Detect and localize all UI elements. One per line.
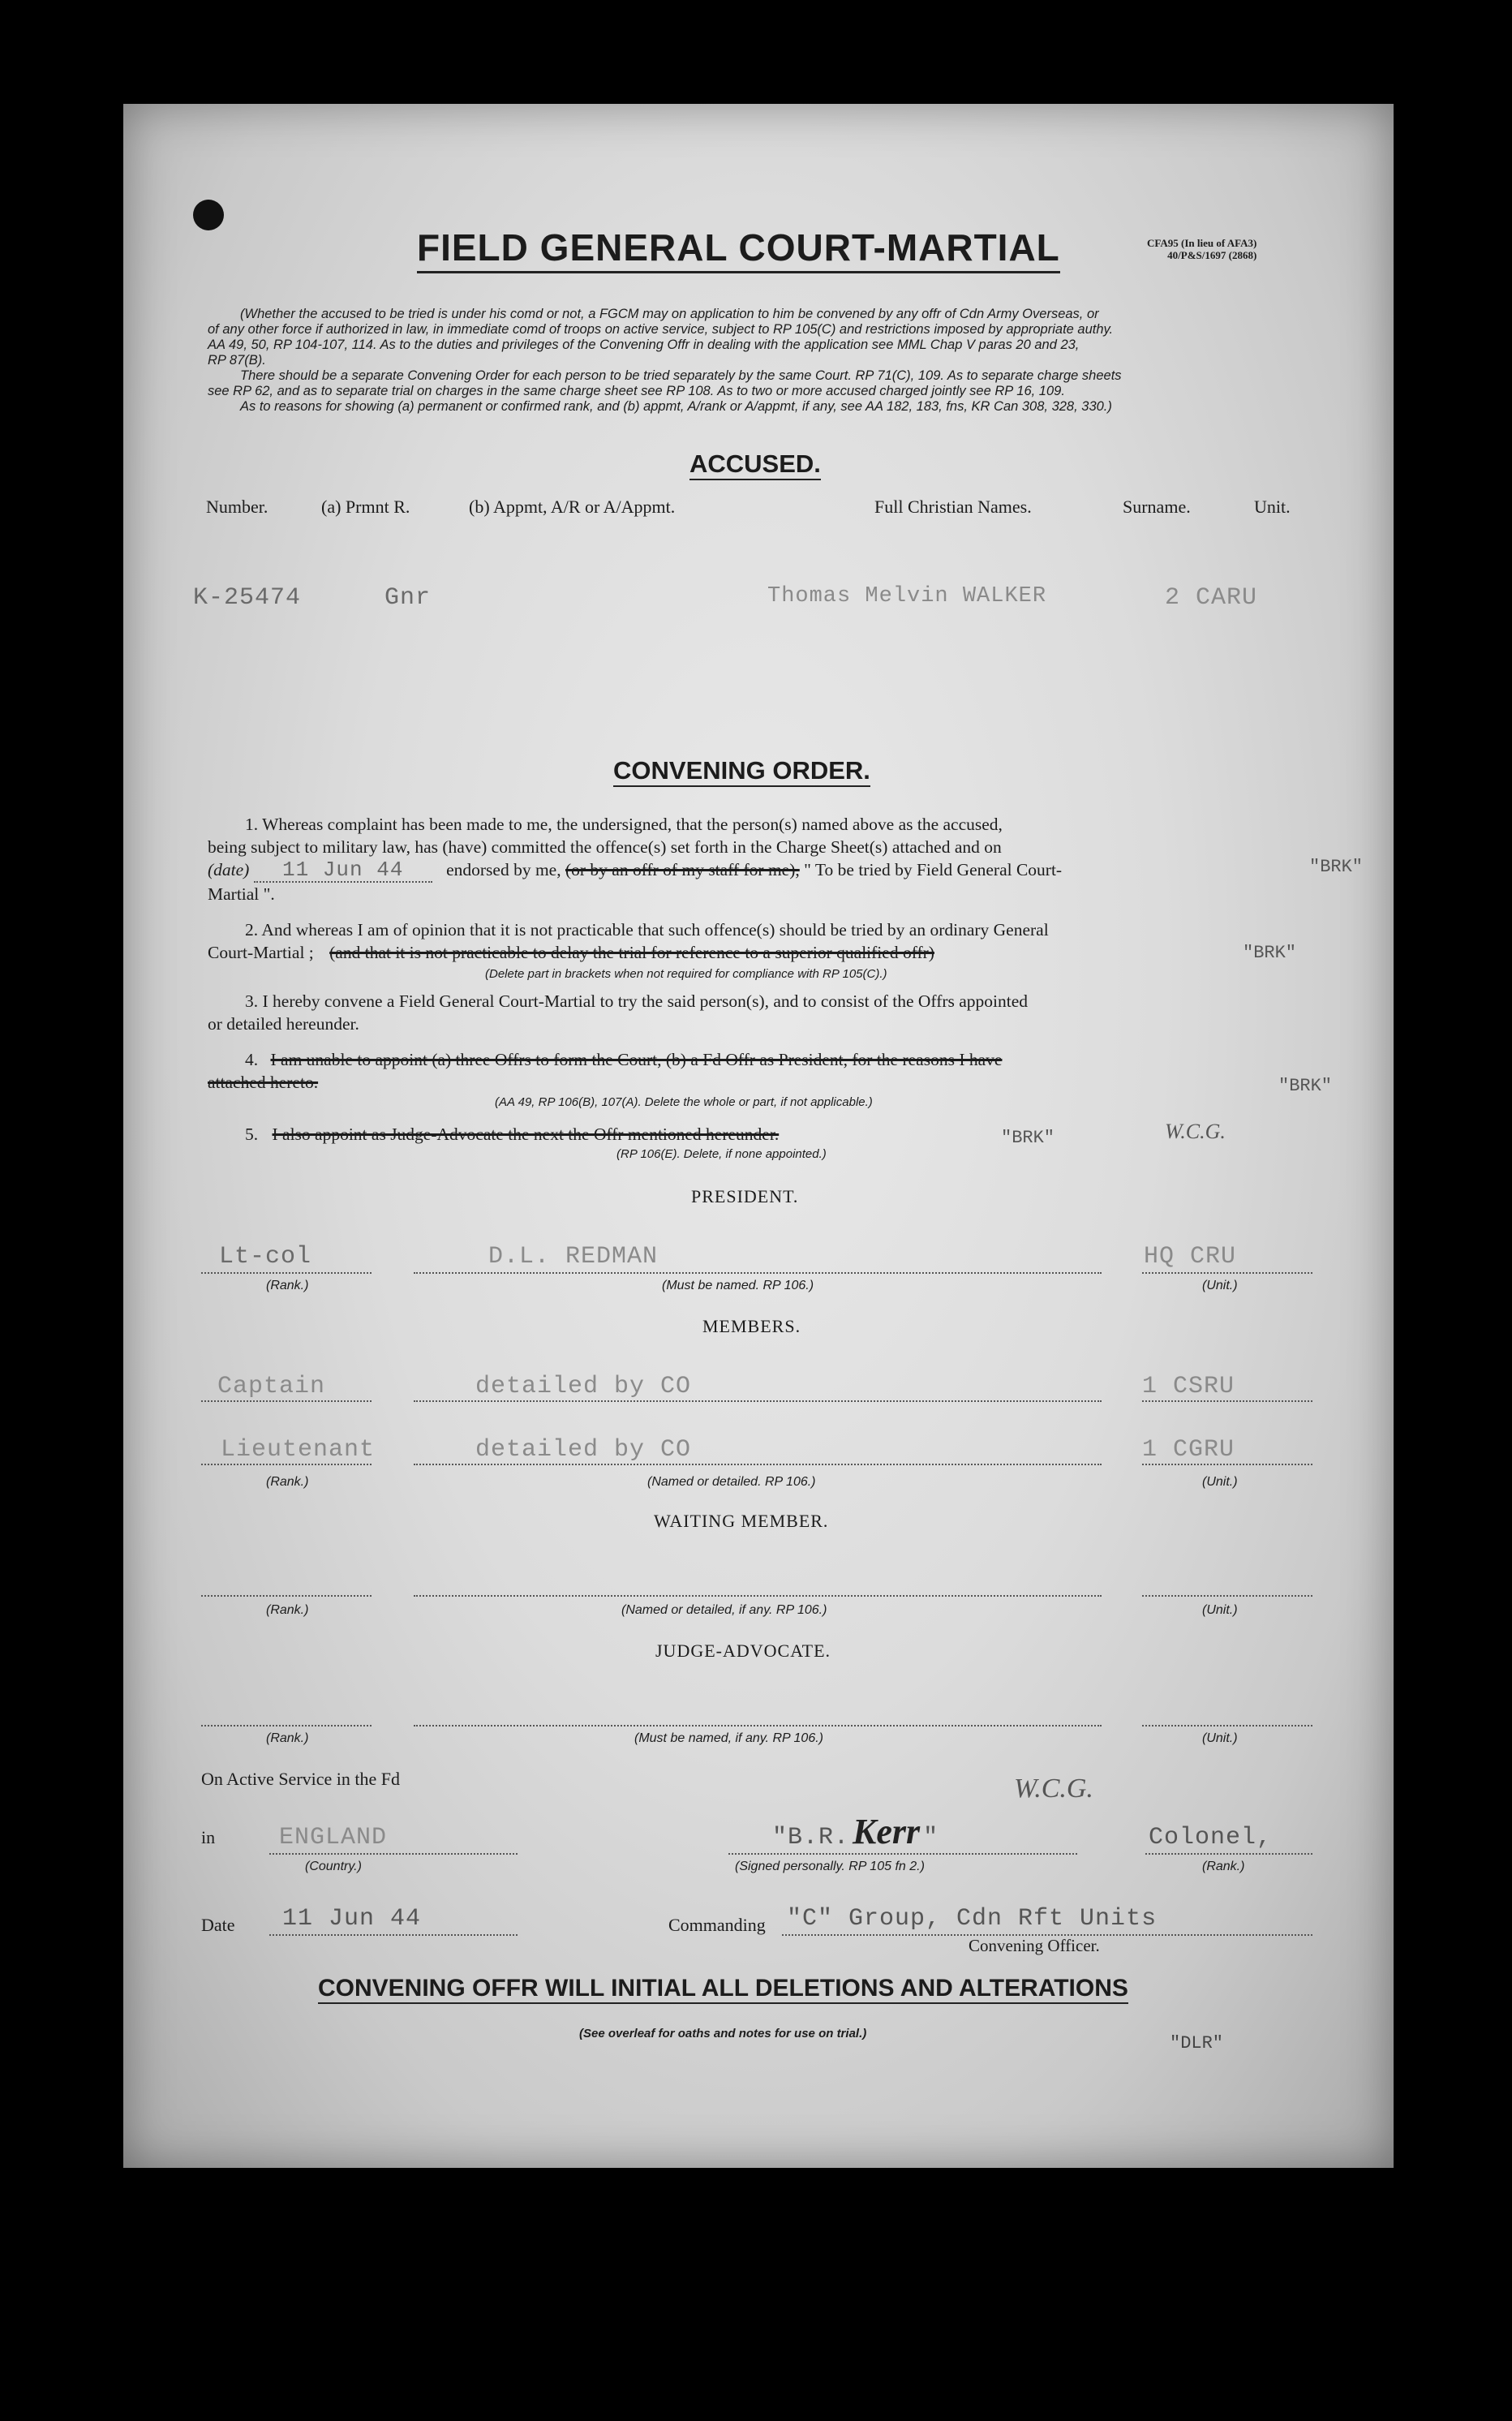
- judge-cap-rank: (Rank.): [266, 1731, 309, 1745]
- waiting-member-heading: WAITING MEMBER.: [654, 1511, 829, 1531]
- order-date: 11 Jun 44: [282, 1905, 422, 1933]
- paragraph-5: 5. I also appoint as Judge-Advocate the next the Offr mentioned hereunder.: [245, 1124, 780, 1144]
- form-number: CFA95 (In lieu of AFA3) 40/P&S/1697 (2868): [1147, 237, 1257, 261]
- member-unit: 1 CSRU: [1142, 1373, 1235, 1400]
- member-name: detailed by CO: [475, 1436, 692, 1464]
- date-label: Date: [201, 1915, 235, 1935]
- paragraph-1: 1. Whereas complaint has been made to me, the undersigned, that the person(s) named above as the accused, being subject to military law, has (have) committed the offence(s) set forth in the Charge Sheet(s) attached and on (date) 11 Jun 44 endorsed by me, (or by an offr of my staff for me), " To be tried by Field General Court- Martial ".: [208, 815, 1063, 904]
- complaint-date: 11 Jun 44: [254, 858, 432, 883]
- president-heading: PRESIDENT.: [691, 1186, 799, 1206]
- country: ENGLAND: [279, 1824, 388, 1851]
- signature: Kerr: [853, 1812, 921, 1851]
- col-appmt: (b) Appmt, A/R or A/Appmt.: [469, 497, 676, 517]
- in-label: in: [201, 1827, 216, 1847]
- convening-instruction: CONVENING OFFR WILL INITIAL ALL DELETIONS AND ALTERATIONS: [318, 1975, 1128, 2004]
- convening-rank: Colonel,: [1149, 1824, 1273, 1851]
- initials-brk-4: "BRK": [1001, 1128, 1055, 1148]
- president-cap-unit: (Unit.): [1202, 1279, 1238, 1292]
- initials-brk-2: "BRK": [1243, 943, 1297, 963]
- president-rank: Lt-col: [219, 1243, 312, 1271]
- instructions: (Whether the accused to be tried is under his comd or not, a FGCM may on application to him be convened by any offr of Cdn Army Overseas, or of any other force if authorized in law, in immediate comd of troops on active service, subject to RP 105(C) and restrictions imposed by appropriate authy. AA 49, 50, RP 104-107, 114. As to the duties and privileges of the Convening Offr in dealing with the application see MML Chap V paras 20 and 23, RP 87(B). There should be a separate Convening Order for each person to be tried separately by the same Court. RP 71(C), 109. As to separate charge sheets see RP 62, and as to separate trial on charges in the same charge sheet see RP 108. As to two or more accused charged jointly see RP 16, 109. As to reasons for showing (a) permanent or confirmed rank, and (b) appmt, A/rank or A/appmt, if any, see AA 182, 183, fns, KR Can 308, 328, 330.): [208, 307, 1122, 414]
- judge-cap-unit: (Unit.): [1202, 1731, 1238, 1745]
- waiting-cap-name: (Named or detailed, if any. RP 106.): [621, 1603, 827, 1617]
- president-cap-rank: (Rank.): [266, 1279, 309, 1292]
- form-title: FIELD GENERAL COURT-MARTIAL: [417, 226, 1060, 273]
- paragraph-2-note: (Delete part in brackets when not required for compliance with RP 105(C).): [485, 967, 887, 981]
- initials-brk-3: "BRK": [1278, 1076, 1333, 1096]
- members-heading: MEMBERS.: [702, 1316, 801, 1336]
- commanding-label: Commanding: [668, 1915, 766, 1935]
- see-overleaf-note: (See overleaf for oaths and notes for use on trial.): [579, 2027, 867, 2040]
- members-cap-unit: (Unit.): [1202, 1475, 1238, 1489]
- initials-wcg: W.C.G.: [1165, 1120, 1226, 1143]
- paragraph-5-note: (RP 106(E). Delete, if none appointed.): [616, 1147, 827, 1161]
- censor-initials: "DLR": [1170, 2033, 1224, 2053]
- president-unit: HQ CRU: [1144, 1243, 1237, 1271]
- col-number: Number.: [206, 497, 268, 517]
- accused-unit: 2 CARU: [1165, 584, 1258, 612]
- member-unit: 1 CGRU: [1142, 1436, 1235, 1464]
- paragraph-4-note: (AA 49, RP 106(B), 107(A). Delete the whole or part, if not applicable.): [495, 1095, 873, 1109]
- active-service-text: On Active Service in the Fd: [201, 1769, 401, 1789]
- col-rank: (a) Prmnt R.: [321, 497, 410, 517]
- convening-officer-label: Convening Officer.: [969, 1936, 1100, 1955]
- accused-heading: ACCUSED.: [689, 449, 821, 480]
- col-surname: Surname.: [1123, 497, 1191, 517]
- member-rank: Lieutenant: [221, 1436, 376, 1464]
- president-name: D.L. REDMAN: [488, 1243, 659, 1271]
- signed-caption: (Signed personally. RP 105 fn 2.): [735, 1860, 925, 1873]
- waiting-cap-unit: (Unit.): [1202, 1603, 1238, 1617]
- president-cap-name: (Must be named. RP 106.): [662, 1279, 814, 1292]
- judge-cap-name: (Must be named, if any. RP 106.): [634, 1731, 823, 1745]
- form-sheet: [123, 104, 1394, 2168]
- accused-name: Thomas Melvin WALKER: [767, 584, 1047, 608]
- hand-initials: W.C.G.: [1014, 1774, 1093, 1804]
- members-cap-rank: (Rank.): [266, 1475, 309, 1489]
- col-unit: Unit.: [1254, 497, 1291, 517]
- commanding-unit: "C" Group, Cdn Rft Units: [787, 1905, 1158, 1933]
- paragraph-4: 4. I am unable to appoint (a) three Offrs to form the Court, (b) a Fd Offr as President, for the reasons I have attached hereto.: [208, 1050, 1003, 1092]
- signature-block: "B.R. Kerr ": [772, 1812, 939, 1851]
- initials-brk-1: "BRK": [1309, 857, 1364, 877]
- rank-caption: (Rank.): [1202, 1860, 1245, 1873]
- country-caption: (Country.): [305, 1860, 362, 1873]
- paragraph-2: 2. And whereas I am of opinion that it is not practicable that such offence(s) should be tried by an ordinary General Court-Martial ; (and that it is not practicable to delay the trial for reference to a superior qualified offr): [208, 920, 1049, 962]
- members-cap-name: (Named or detailed. RP 106.): [647, 1475, 816, 1489]
- punch-hole: [193, 200, 224, 230]
- waiting-cap-rank: (Rank.): [266, 1603, 309, 1617]
- accused-rank: Gnr: [384, 584, 432, 612]
- judge-advocate-heading: JUDGE-ADVOCATE.: [655, 1641, 831, 1661]
- accused-number: K-25474: [193, 584, 302, 612]
- member-rank: Captain: [217, 1373, 326, 1400]
- convening-order-heading: CONVENING ORDER.: [613, 756, 870, 787]
- paragraph-3: 3. I hereby convene a Field General Court-Martial to try the said person(s), and to consist of the Offrs appointed or detailed hereunder.: [208, 991, 1029, 1034]
- col-names: Full Christian Names.: [874, 497, 1032, 517]
- member-name: detailed by CO: [475, 1373, 692, 1400]
